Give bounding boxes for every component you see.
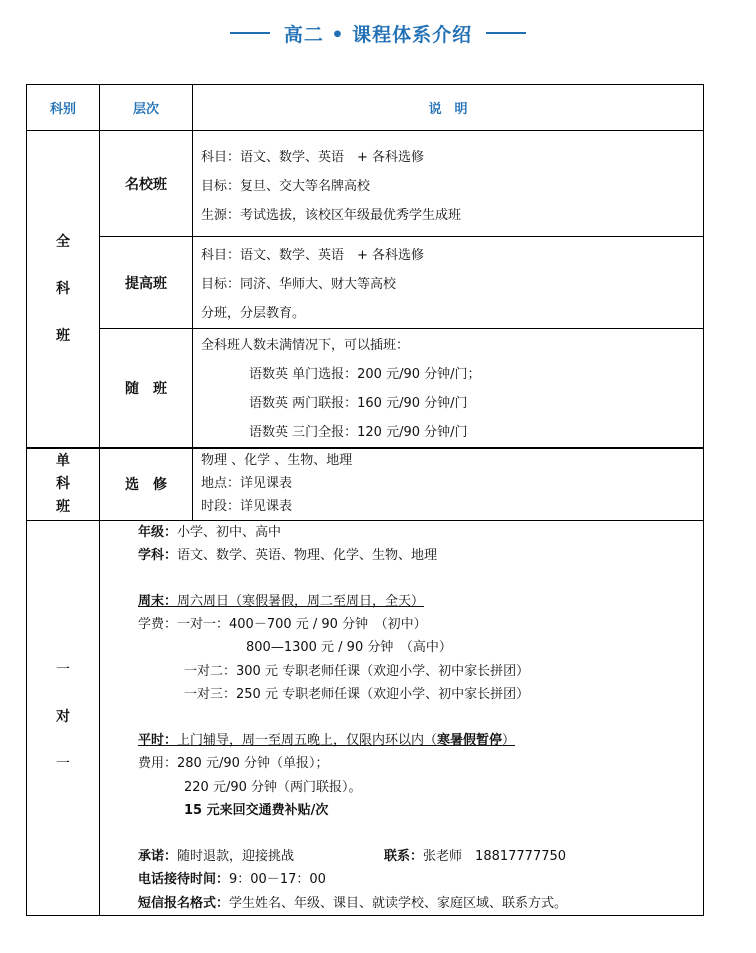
desc-line: 目标：同济、华师大、财大等高校 <box>201 277 397 292</box>
level-name: 选 修 <box>100 448 193 520</box>
course-table <box>26 84 704 916</box>
desc-line: 全科班人数未满情况下，可以插班： <box>201 338 410 353</box>
grade-label: 年级： <box>138 524 178 540</box>
category-char: 科 <box>56 475 70 492</box>
fee-line: 学费：一对一：400－700 元 / 90 分钟 （初中） <box>138 617 427 633</box>
row-advanced-class <box>27 237 704 329</box>
description-cell <box>193 237 704 329</box>
weekend-line <box>138 590 703 613</box>
promise-value: 随时退款，迎接挑战 <box>177 849 295 865</box>
category-char: 单 <box>56 452 70 469</box>
page-header <box>0 18 756 48</box>
weekend-label: 周末： <box>138 594 178 610</box>
phone-hours-value: 9：00－17：00 <box>229 872 326 888</box>
phone-hours-label: 电话接待时间： <box>138 872 230 888</box>
desc-line: 时段：详见课表 <box>201 499 293 514</box>
sms-format-label: 短信报名格式： <box>138 895 230 911</box>
promise-contact-line <box>138 845 703 868</box>
promise-label: 承诺： <box>138 849 178 865</box>
weekday-line <box>138 729 703 752</box>
desc-line: 科目：语文、数学、英语 + 各科选修 <box>201 248 425 263</box>
desc-line: 语数英 两门联报：160 元/90 分钟/门 <box>249 396 468 411</box>
sms-format-line <box>138 892 703 915</box>
sms-format-value: 学生姓名、年级、课目、就读学校、家庭区域、联系方式。 <box>229 895 568 911</box>
desc-line: 语数英 三门全报：120 元/90 分钟/门 <box>249 425 468 440</box>
page-title: 高二 • 课程体系介绍 <box>283 23 473 46</box>
category-full-subject <box>27 131 100 449</box>
one-on-one-details <box>100 520 704 915</box>
desc-line: 科目：语文、数学、英语 + 各科选修 <box>201 150 425 165</box>
row-single-subject <box>27 448 704 520</box>
subject-value: 语文、数学、英语、物理、化学、生物、地理 <box>177 547 438 563</box>
title-right-rule <box>486 32 526 34</box>
description-cell <box>193 329 704 449</box>
weekday-bold: 寒暑假暂停 <box>437 733 503 749</box>
category-char: 对 <box>56 709 70 726</box>
grade-line <box>138 521 703 544</box>
phone-hours-line <box>138 868 703 891</box>
category-char: 班 <box>56 327 70 344</box>
level-name: 提高班 <box>100 237 193 329</box>
fee-line: 一对二：300 元 专职老师任课（欢迎小学、初中家长拼团） <box>184 663 530 679</box>
category-char: 科 <box>56 280 70 297</box>
header-row <box>27 85 704 131</box>
category-char: 一 <box>56 662 70 679</box>
weekday-end: ） <box>502 733 516 749</box>
weekday-label: 平时： <box>138 733 178 749</box>
desc-line: 物理 、化学 、生物、地理 <box>201 453 353 468</box>
header-description: 说 明 <box>193 85 704 131</box>
contact-value: 张老师 18817777750 <box>423 849 567 865</box>
header-category: 科别 <box>27 85 100 131</box>
category-one-on-one <box>27 520 100 915</box>
subject-label: 学科： <box>138 547 178 563</box>
row-one-on-one <box>27 520 704 915</box>
row-join-class <box>27 329 704 449</box>
contact-label: 联系： <box>384 849 424 865</box>
grade-value: 小学、初中、高中 <box>177 524 282 540</box>
weekday-value: 上门辅导，周一至周五晚上，仅限内环以内（ <box>177 733 438 749</box>
desc-line: 分班，分层教育。 <box>201 306 306 321</box>
header-level: 层次 <box>100 85 193 131</box>
description-cell <box>193 131 704 237</box>
category-single-subject <box>27 448 100 520</box>
level-name: 名校班 <box>100 131 193 237</box>
category-char: 全 <box>56 233 70 250</box>
fee-line: 一对三：250 元 专职老师任课（欢迎小学、初中家长拼团） <box>184 686 530 702</box>
spacer <box>138 706 703 729</box>
weekend-value: 周六周日（寒假暑假，周二至周日，全天） <box>177 594 425 610</box>
desc-line: 目标：复旦、交大等名牌高校 <box>201 179 371 194</box>
row-elite-class <box>27 131 704 237</box>
category-char: 班 <box>56 498 70 515</box>
spacer <box>138 822 703 845</box>
description-cell <box>193 448 704 520</box>
fee-line: 800—1300 元 / 90 分钟 （高中） <box>246 640 452 656</box>
transport-subsidy: 15 元来回交通费补贴/次 <box>184 802 329 818</box>
level-name: 随 班 <box>100 329 193 449</box>
desc-line: 生源：考试选拔，该校区年级最优秀学生成班 <box>201 208 462 223</box>
spacer <box>138 567 703 590</box>
desc-line: 地点：详见课表 <box>201 476 293 491</box>
desc-line: 语数英 单门选报：200 元/90 分钟/门； <box>249 367 481 382</box>
cost-line: 220 元/90 分钟（两门联报）。 <box>184 779 362 795</box>
title-left-rule <box>230 32 270 34</box>
subject-line <box>138 544 703 567</box>
cost-line: 费用：280 元/90 分钟（单报）； <box>138 756 329 772</box>
category-char: 一 <box>56 756 70 773</box>
